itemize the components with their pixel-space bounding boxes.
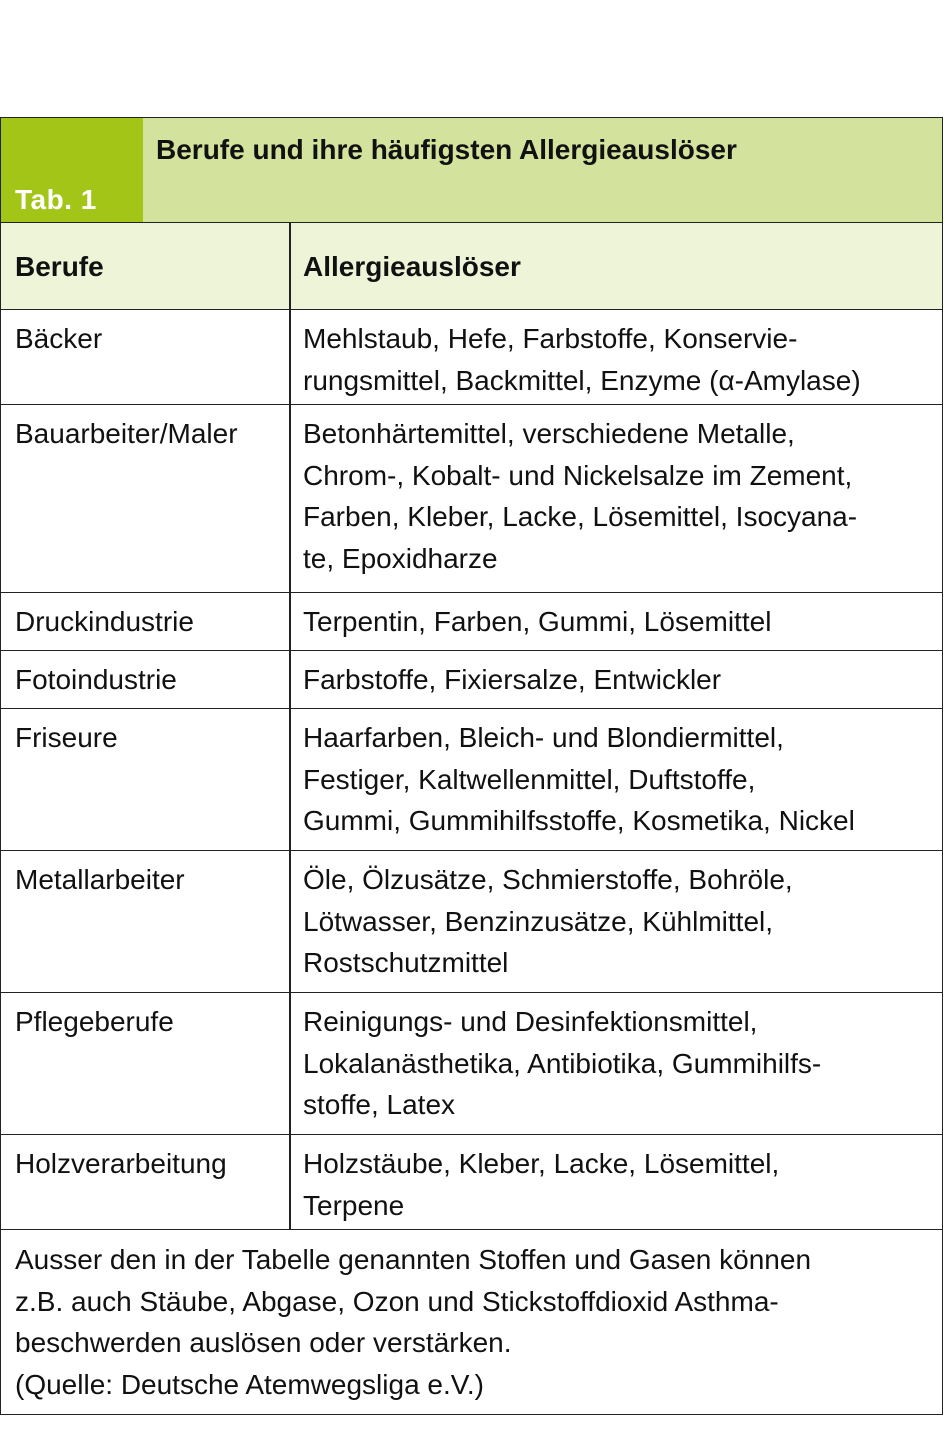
column-header-row (1, 223, 942, 310)
table-header (1, 118, 942, 223)
table-row (1, 1135, 942, 1230)
table-row (1, 651, 942, 709)
allergens-cell: Reinigungs- und Desinfektionsmittel, Lokalanästhetika, Antibiotika, Gummihilfs- stoffe, Latex (303, 1006, 822, 1120)
job-cell: Bauarbeiter/Maler (15, 418, 238, 449)
job-cell: Holzverarbeitung (15, 1148, 227, 1179)
job-cell: Druckindustrie (15, 606, 194, 637)
table-footnote: Ausser den in der Tabelle genannten Stoffen und Gasen können z.B. auch Stäube, Abgase, Ozon und Stickstoffdioxid Asthma- beschwerden auslösen oder verstärken. (Quelle: Deutsche Atemwegsliga e.V.) (15, 1244, 812, 1400)
allergens-cell: Öle, Ölzusätze, Schmierstoffe, Bohröle, Lötwasser, Benzinzusätze, Kühlmittel, Rostschutzmittel (303, 864, 793, 978)
table-row (1, 851, 942, 993)
column-header-jobs: Berufe (15, 251, 104, 282)
job-cell: Pflegeberufe (15, 1006, 174, 1037)
job-cell: Bäcker (15, 323, 103, 354)
tab-number: Tab. 1 (15, 184, 97, 215)
job-cell: Metallarbeiter (15, 864, 185, 895)
table-row (1, 310, 942, 405)
allergens-cell: Betonhärtemittel, verschiedene Metalle, Chrom-, Kobalt- und Nickelsalze im Zement, Farben, Kleber, Lacke, Lösemittel, Isocyana- te, Epoxidharze (303, 418, 858, 574)
allergen-table (0, 117, 943, 1415)
table-row (1, 405, 942, 593)
tab-number-badge (1, 118, 143, 222)
table-row (1, 709, 942, 851)
allergens-cell: Holzstäube, Kleber, Lacke, Lösemittel, Terpene (303, 1148, 780, 1221)
allergens-cell: Terpentin, Farben, Gummi, Lösemittel (303, 606, 772, 637)
allergens-cell: Mehlstaub, Hefe, Farbstoffe, Konservie- rungsmittel, Backmittel, Enzyme (α-Amylase) (303, 323, 861, 396)
table-row (1, 593, 942, 651)
job-cell: Fotoindustrie (15, 664, 177, 695)
allergens-cell: Haarfarben, Bleich- und Blondiermittel, Festiger, Kaltwellenmittel, Duftstoffe, Gummi, Gummihilfsstoffe, Kosmetika, Nickel (303, 722, 855, 836)
table-title: Berufe und ihre häufigsten Allergieauslöser (156, 134, 737, 165)
table-row (1, 993, 942, 1135)
allergens-cell: Farbstoffe, Fixiersalze, Entwickler (303, 664, 722, 695)
job-cell: Friseure (15, 722, 118, 753)
column-header-allergens: Allergieauslöser (303, 251, 521, 282)
